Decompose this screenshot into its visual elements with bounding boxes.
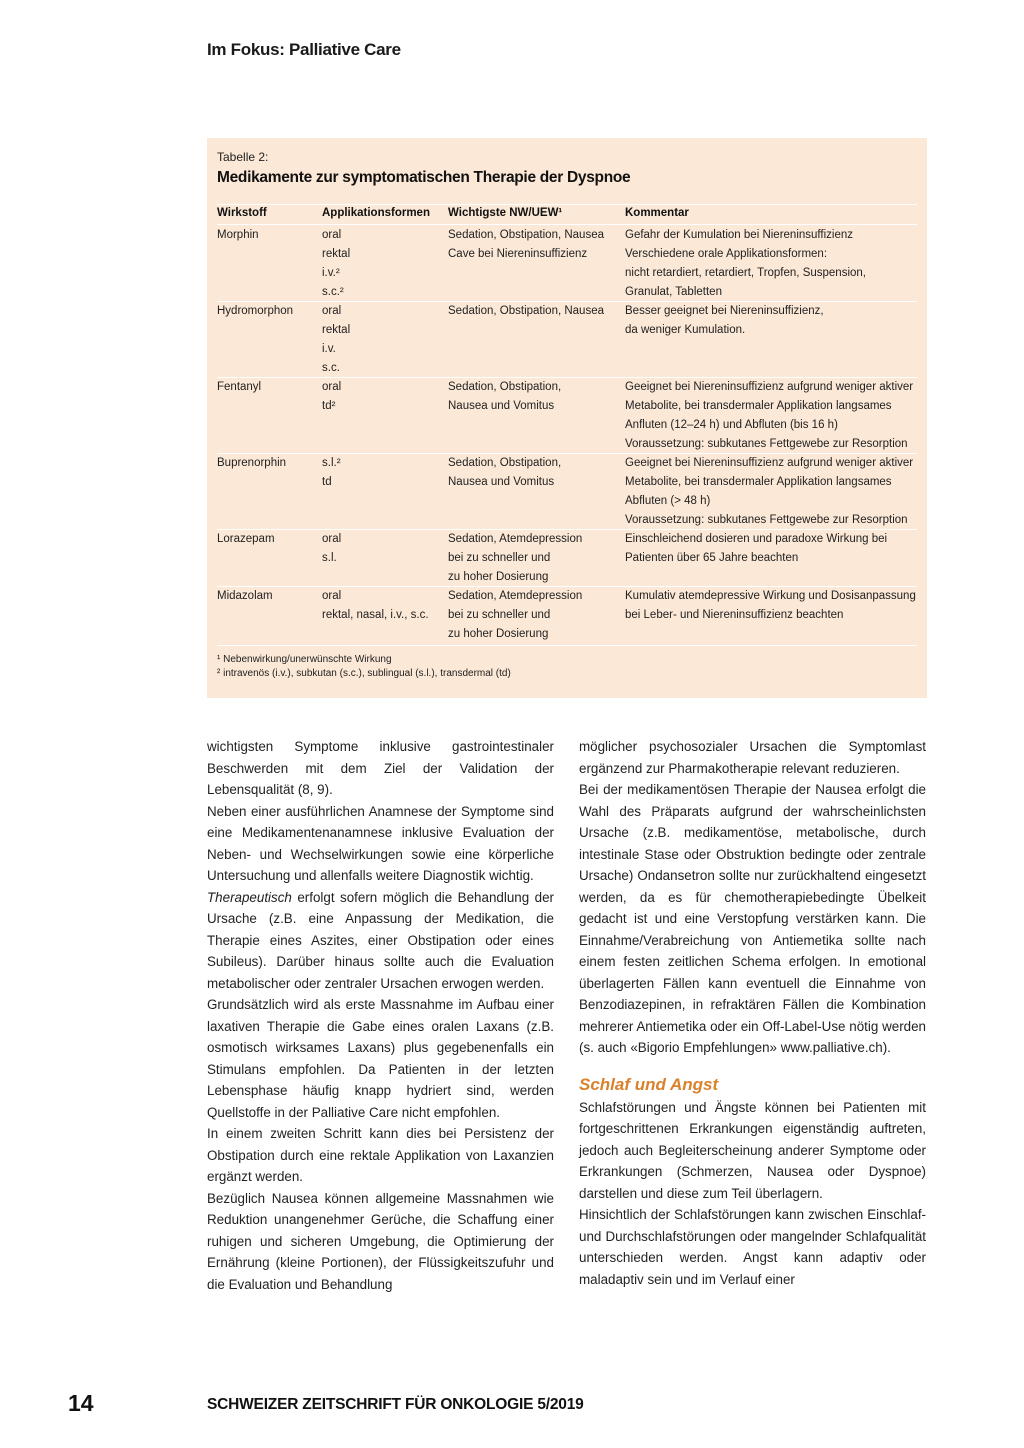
cell-line: Hydromorphon [217, 305, 294, 317]
cell-line: Verschiedene orale Applikationsformen: [625, 248, 828, 260]
cell-line: Fentanyl [217, 381, 262, 393]
cell-line: s.c.² [322, 286, 344, 298]
cell-line: Patienten über 65 Jahre beachten [625, 552, 799, 564]
table-title: Medikamente zur symptomatischen Therapie der Dyspnoe [217, 169, 631, 186]
cell-line: i.v.² [322, 267, 340, 279]
cell-line: Sedation, Obstipation, Nausea [448, 229, 604, 241]
cell-line: Metabolite, bei transdermaler Applikation langsames [625, 476, 892, 488]
cell-forms [322, 530, 341, 568]
cell-line: Nausea und Vomitus [448, 400, 555, 412]
cell-line: bei zu schneller und [448, 552, 551, 564]
paragraph-text: erfolgt sofern möglich die Behandlung der Ursache (z.B. eine Anpassung der Medikation, die Therapie eines Aszites, einer Obstipation oder eines Subileus). Darüber hinaus sollte auch die Evaluation metabolischer oder zentraler Ursachen erwogen werden. [207, 889, 554, 991]
cell-line: Buprenorphin [217, 457, 287, 469]
cell-line: Sedation, Obstipation, Nausea [448, 305, 604, 317]
body-column-right [579, 736, 926, 1290]
cell-line: s.l.² [322, 457, 341, 469]
table-panel [207, 138, 927, 698]
footnote-1: ¹ Nebenwirkung/unerwünschte Wirkung [217, 654, 392, 665]
cell-drug [217, 530, 275, 549]
cell-drug [217, 587, 273, 606]
cell-drug [217, 302, 293, 321]
cell-line: Granulat, Tabletten [625, 286, 722, 298]
cell-forms [322, 302, 350, 378]
cell-line: Cave bei Niereninsuffizienz [448, 248, 588, 260]
cell-forms [322, 454, 341, 492]
cell-line: td² [322, 400, 336, 412]
cell-effects [448, 378, 561, 416]
cell-effects [448, 530, 582, 587]
cell-line: Abfluten (> 48 h) [625, 495, 711, 507]
body-paragraph: Grundsätzlich wird als erste Massnahme im Aufbau einer laxativen Therapie die Gabe eines oralen Laxans (z.B. osmotisch wirksames Laxans) plus gegebenenfalls ein Stimulans empfohlen. Da Patienten in der letzten Lebensphase häufig knapp hydriert sind, werden Quellstoffe in der Palliative Care nicht empfohlen. [207, 997, 554, 1120]
cell-line: Anfluten (12–24 h) und Abfluten (bis 16 h) [625, 419, 838, 431]
body-paragraph: Bezüglich Nausea können allgemeine Massnahmen wie Reduktion unangenehmer Gerüche, die Schaffung einer ruhigen und sicheren Umgebung, die Optimierung der Ernährung (kleine Portionen), der Flüssigkeitszufuhr und die Evaluation und Behandlung [207, 1190, 554, 1292]
table-rule-top [217, 204, 917, 205]
cell-line: da weniger Kumulation. [625, 324, 746, 336]
cell-line: zu hoher Dosierung [448, 628, 549, 640]
col-header-nw: Wichtigste NW/UEW¹ [448, 207, 563, 219]
body-paragraph: Bei der medikamentösen Therapie der Nausea erfolgt die Wahl des Präparats aufgrund der wahrscheinlichsten Ursache (z.B. medikamentöse, metabolische, durch intestinale Stase oder Obstruktion bedingte oder zentrale Ursache) Ondansetron sollte nur zurückhaltend eingesetzt werden, da es für chemotherapiebedingte Übelkeit gedacht ist und eine Verstopfung verstärken kann. Die Einnahme/Verabreichung von Antiemetika sollte nach einem festen zeitlichen Schema erfolgen. In emotional überlagerten Fällen kann eventuell die Einnahme von Benzodiazepinen, in refraktären Fällen die Kombination mehrerer Antiemetika oder ein Off-Label-Use nötig werden (s. auch «Bigorio Empfehlungen» www.palliative.ch). [579, 782, 926, 1055]
cell-line: td [322, 476, 332, 488]
cell-line: Nausea und Vomitus [448, 476, 555, 488]
cell-comments [625, 226, 866, 302]
cell-comments [625, 454, 913, 530]
cell-line: oral [322, 590, 342, 602]
cell-comments [625, 587, 916, 625]
col-header-applikation: Applikationsformen [322, 207, 430, 219]
cell-effects [448, 454, 561, 492]
cell-effects [448, 302, 604, 321]
body-paragraph: Hinsichtlich der Schlafstörungen kann zwischen Einschlaf- und Durchschlafstörungen oder mangelnder Schlafqualität unterschieden werden. Angst kann adaptiv oder maladaptiv sein und im Verlauf einer [579, 1207, 926, 1287]
body-paragraph: Neben einer ausführlichen Anamnese der Symptome sind eine Medikamentenanamnese inklusive Evaluation der Neben- und Wechselwirkungen sowie eine körperliche Untersuchung und allenfalls weitere Diagnostik wichtig. [207, 803, 554, 883]
col-header-kommentar: Kommentar [625, 207, 689, 219]
cell-line: Voraussetzung: subkutanes Fettgewebe zur Resorption [625, 438, 908, 450]
cell-line: Midazolam [217, 590, 273, 602]
cell-forms [322, 378, 341, 416]
cell-line: zu hoher Dosierung [448, 571, 549, 583]
cell-line: Voraussetzung: subkutanes Fettgewebe zur Resorption [625, 514, 908, 526]
cell-line: Sedation, Obstipation, [448, 457, 562, 469]
cell-line: bei zu schneller und [448, 609, 551, 621]
body-paragraph [207, 887, 554, 995]
cell-line: Sedation, Atemdepression [448, 590, 583, 602]
cell-line: rektal [322, 248, 351, 260]
cell-forms [322, 226, 350, 302]
cell-line: oral [322, 533, 342, 545]
table-rule-header [217, 224, 917, 225]
cell-line: Sedation, Atemdepression [448, 533, 583, 545]
section-heading: Schlaf und Angst [579, 1074, 719, 1094]
body-paragraph: Schlafstörungen und Ängste können bei Patienten mit fortgeschrittenen Erkrankungen eigenständig auftreten, jedoch auch Begleiterscheinung anderer Symptome oder Erkrankungen (Schmerzen, Nausea oder Dyspnoe) darstellen und diese zum Teil überlagern. [579, 1099, 926, 1201]
cell-line: Einschleichend dosieren und paradoxe Wirkung bei [625, 533, 888, 545]
cell-drug [217, 226, 259, 245]
cell-drug [217, 454, 286, 473]
table-rule-bottom [217, 645, 917, 646]
cell-line: Kumulativ atemdepressive Wirkung und Dosisanpassung [625, 590, 916, 602]
table-kicker: Tabelle 2: [217, 150, 269, 164]
cell-line: Sedation, Obstipation, [448, 381, 562, 393]
cell-effects [448, 587, 582, 644]
cell-line: Metabolite, bei transdermaler Applikation langsames [625, 400, 892, 412]
cell-line: bei Leber- und Niereninsuffizienz beachten [625, 609, 844, 621]
journal-name: SCHWEIZER ZEITSCHRIFT FÜR ONKOLOGIE 5/2019 [207, 1396, 584, 1413]
page-number: 14 [68, 1390, 94, 1416]
cell-line: s.c. [322, 362, 340, 374]
cell-comments [625, 302, 824, 340]
running-header: Im Fokus: Palliative Care [207, 40, 401, 59]
body-paragraph: wichtigsten Symptome inklusive gastrointestinaler Beschwerden mit dem Ziel der Validation der Lebensqualität (8, 9). [207, 739, 554, 797]
cell-line: Morphin [217, 229, 259, 241]
body-paragraph: In einem zweiten Schritt kann dies bei Persistenz der Obstipation durch eine rektale Applikation von Laxanzien ergänzt werden. [207, 1126, 554, 1184]
cell-comments [625, 530, 887, 568]
cell-line: nicht retardiert, retardiert, Tropfen, Suspension, [625, 267, 866, 279]
cell-line: oral [322, 381, 342, 393]
cell-line: s.l. [322, 552, 337, 564]
col-header-wirkstoff: Wirkstoff [217, 207, 267, 219]
cell-line: i.v. [322, 343, 336, 355]
cell-line: Besser geeignet bei Niereninsuffizienz, [625, 305, 824, 317]
cell-line: Geeignet bei Niereninsuffizienz aufgrund weniger aktiver [625, 381, 914, 393]
cell-drug [217, 378, 261, 397]
footnote-2: ² intravenös (i.v.), subkutan (s.c.), sublingual (s.l.), transdermal (td) [217, 668, 511, 679]
cell-line: oral [322, 229, 342, 241]
cell-comments [625, 378, 913, 454]
cell-line: rektal [322, 324, 351, 336]
cell-line: Lorazepam [217, 533, 275, 545]
cell-line: Gefahr der Kumulation bei Niereninsuffizienz [625, 229, 853, 241]
cell-line: Geeignet bei Niereninsuffizienz aufgrund weniger aktiver [625, 457, 914, 469]
cell-forms [322, 587, 429, 625]
body-column-left [207, 736, 554, 1295]
cell-line: oral [322, 305, 342, 317]
emphasis-term: Therapeutisch [207, 889, 292, 905]
cell-line: rektal, nasal, i.v., s.c. [322, 609, 429, 621]
body-paragraph: möglicher psychosozialer Ursachen die Symptomlast ergänzend zur Pharmakotherapie relevant reduzieren. [579, 739, 926, 776]
cell-effects [448, 226, 604, 264]
